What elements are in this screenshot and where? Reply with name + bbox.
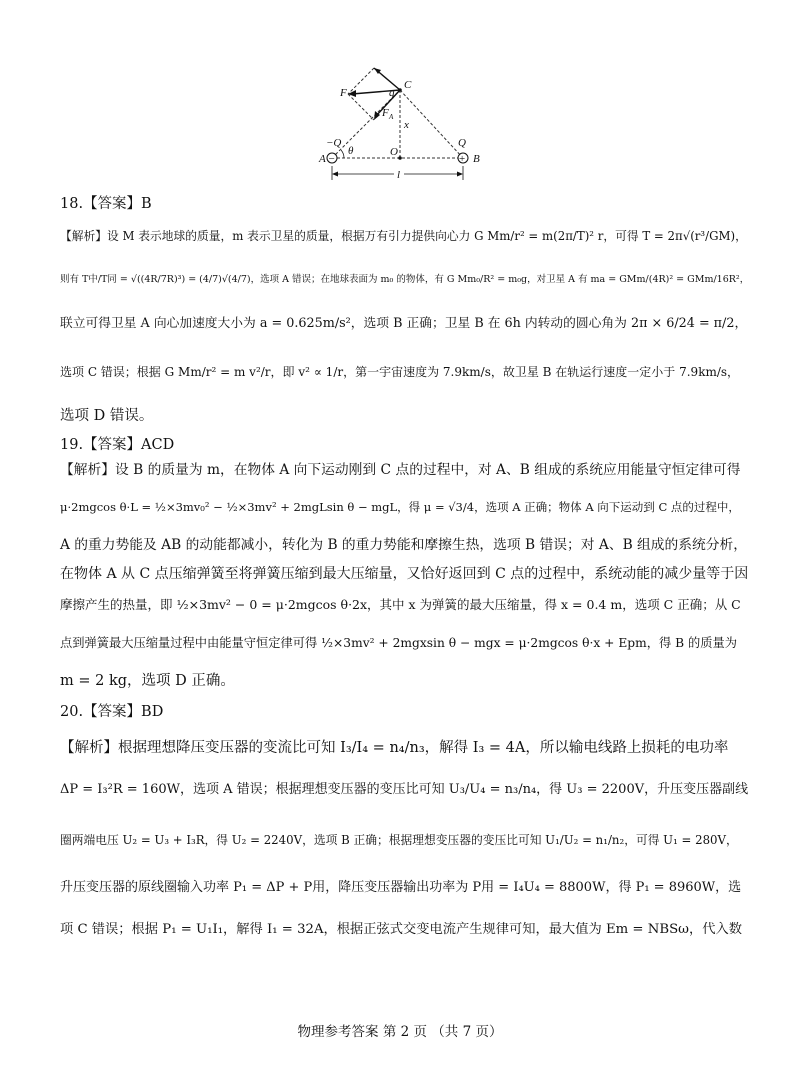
q18-heading: 18.【答案】B: [60, 196, 152, 212]
q20-line-5: 项 C 错误；根据 P₁ = U₁I₁，解得 I₁ = 32A，根据正弦式交变电流产生规律可知，最大值为 Em = NBSω，代入数: [60, 922, 742, 937]
q19-line-6: 点到弹簧最大压缩量过程中由能量守恒定律可得 ½×3mv² + 2mgxsin θ − mgx = μ·2mgcos θ·x + Epm，得 B 的质量为: [60, 636, 738, 650]
q20-line-2: ΔP = I₃²R = 160W，选项 A 错误；根据理想变压器的变压比可知 U₃/U₄ = n₃/n₄，得 U₃ = 2200V，升压变压器副线: [60, 782, 749, 797]
q19-line-2: μ·2mgcos θ·L = ½×3mv₀² − ½×3mv² + 2mgLsin θ − mgL，得 μ = √3/4，选项 A 正确；物体 A 向下运动到 C 点的过程中，: [60, 500, 740, 514]
q18-line-5: 选项 D 错误。: [60, 408, 154, 424]
page-footer: 物理参考答案 第 2 页 （共 7 页）: [297, 1024, 503, 1040]
q20-line-1: 【解析】根据理想降压变压器的变流比可知 I₃/I₄ = n₄/n₃，解得 I₃ = 4A，所以输电线路上损耗的电功率: [60, 740, 729, 756]
label-F: F: [340, 87, 347, 99]
q19-line-3: A 的重力势能及 AB 的动能都减小，转化为 B 的重力势能和摩擦生热，选项 B 错误；对 A、B 组成的系统分析，: [60, 537, 748, 553]
q20-line-4: 升压变压器的原线圈输入功率 P₁ = ΔP + P用，降压变压器输出功率为 P用 = I₄U₄ = 8800W，得 P₁ = 8960W，选: [60, 880, 742, 895]
arrowhead-F: [348, 90, 356, 97]
label-posQ: Q: [458, 137, 466, 149]
charge-force-diagram: [318, 58, 486, 186]
q19-line-1: 【解析】设 B 的质量为 m，在物体 A 向下运动刚到 C 点的过程中，对 A、B 组成的系统应用能量守恒定律可得: [60, 462, 741, 478]
q19-line-5: 摩擦产生的热量，即 ½×3mv² − 0 = μ·2mgcos θ·2x，其中 x 为弹簧的最大压缩量，得 x = 0.4 m，选项 C 正确；从 C: [60, 597, 741, 612]
label-FA-subscript: A: [389, 113, 394, 121]
q19-heading: 19.【答案】ACD: [60, 437, 175, 453]
label-B: B: [473, 153, 480, 165]
q18-line-4: 选项 C 错误；根据 G Mm/r² = m v²/r，即 v² ∝ 1/r，第一宇宙速度为 7.9km/s，故卫星 B 在轨运行速度一定小于 7.9km/s，: [60, 365, 740, 379]
q20-line-3: 圈两端电压 U₂ = U₃ + I₃R，得 U₂ = 2240V，选项 B 正确；根据理想变压器的变压比可知 U₁/U₂ = n₁/n₂，可得 U₁ = 280V，: [60, 833, 738, 847]
q18-line-1: 【解析】设 M 表示地球的质量，m 表示卫星的质量，根据万有引力提供向心力 G Mm/r² = m(2π/T)² r，可得 T = 2π√(r³/GM)，: [60, 229, 747, 243]
dashed-line-CB: [400, 90, 463, 158]
point-C: [398, 88, 402, 92]
label-q: q: [389, 87, 395, 99]
length-arrow-left: [332, 172, 338, 177]
charge-A-sign: −: [328, 153, 335, 165]
charge-B-sign: +: [459, 153, 466, 165]
dashed-parallelogram-2: [348, 94, 374, 120]
label-C: C: [404, 79, 412, 91]
label-O: O: [390, 146, 398, 158]
angle-arc: [341, 150, 344, 158]
q19-line-4: 在物体 A 从 C 点压缩弹簧至将弹簧压缩到最大压缩量，又恰好返回到 C 点的过程中，系统动能的减少量等于因: [60, 566, 749, 582]
label-negQ: −Q: [326, 137, 342, 149]
label-x: x: [404, 119, 409, 131]
q20-heading: 20.【答案】BD: [60, 704, 164, 720]
label-FA: F: [382, 107, 389, 119]
label-theta: θ: [348, 145, 354, 157]
point-O: [398, 156, 402, 160]
label-A: A: [319, 153, 326, 165]
label-l: l: [397, 169, 401, 181]
q19-line-7: m = 2 kg，选项 D 正确。: [60, 673, 235, 689]
q18-line-2: 则有 T中/T同 = √((4R/7R)³) = (4/7)√(4/7)，选项 A 错误；在地球表面为 m₀ 的物体，有 G Mm₀/R² = m₀g，对卫星 A 有 ma = GMm/(4R)² = GMm/16R²，: [60, 274, 750, 285]
q18-line-3: 联立可得卫星 A 向心加速度大小为 a = 0.625m/s²，选项 B 正确；卫星 B 在 6h 内转动的圆心角为 2π × 6/24 = π/2，: [60, 316, 748, 331]
length-arrow-right: [457, 172, 463, 177]
dashed-parallelogram-1: [348, 68, 374, 94]
